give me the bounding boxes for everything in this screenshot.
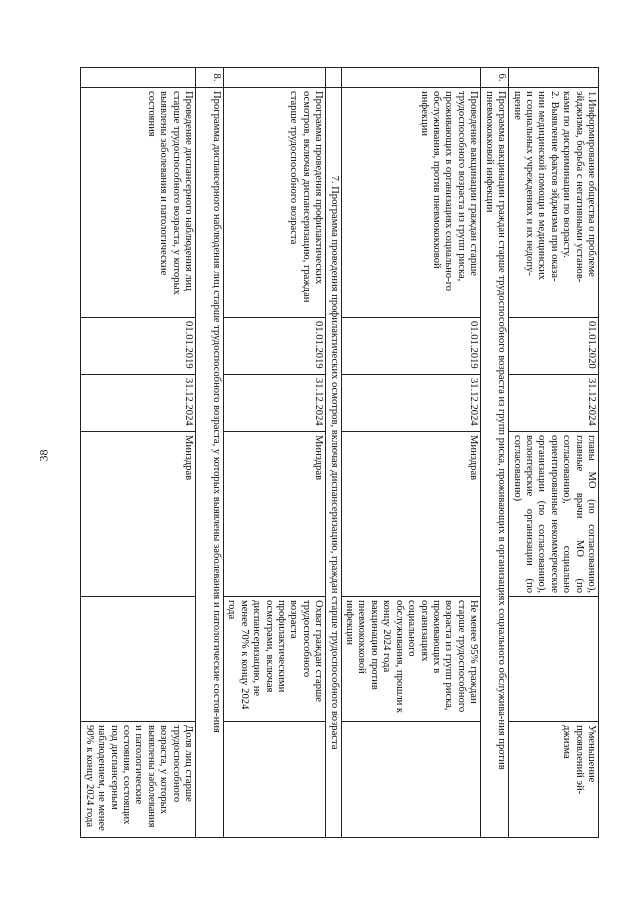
result-cell xyxy=(509,722,599,838)
section-heading-row-8 xyxy=(196,68,224,838)
section-title: Программа диспансерного наблюдения лиц старше трудоспособного возраста, у которых выявлены заболевания и патологические состоя-ния xyxy=(196,88,224,838)
task-line: и социальных учреждениях и их недопу- xyxy=(523,91,535,276)
section-number: 6. xyxy=(481,68,509,88)
start-date-cell: 01.01.2019 xyxy=(81,318,196,375)
section-heading-row-7 xyxy=(326,68,341,838)
section-number: 8. xyxy=(196,68,224,88)
responsible-cell: Минздрав xyxy=(224,432,326,597)
task-cell: Проведение вакцинации граждан старше трудоспособного возраста из групп риска, проживающих в организациях социально-го обслуживания, против пневмококковой инфекции xyxy=(341,88,480,318)
result-cell xyxy=(341,722,480,838)
row-number-cell xyxy=(509,68,599,88)
result-line: Уменьшение проявлений эй- xyxy=(573,725,597,795)
task-cell: Проведение диспансерного наблюдения лиц старше трудоспособного возраста, у которых выявлены заболевания и патологические состояния xyxy=(81,88,196,318)
task-line: ками по дискриминации по возрасту. xyxy=(561,91,573,258)
task-cell: Программа проведения профилактических осмотров, включая диспансеризацию, граждан старше трудоспособного возраста xyxy=(224,88,326,318)
rotated-table-container xyxy=(74,67,599,837)
end-date-cell: 31.12.2024 xyxy=(341,375,480,432)
end-date-cell: 31.12.2024 xyxy=(509,375,599,432)
action-plan-table xyxy=(80,67,599,838)
section-title: 7. Программа проведения профилактических осмотров, включая диспансеризацию, граждан старше трудоспособного возраста xyxy=(326,88,341,838)
start-date-cell: 01.01.2020 xyxy=(509,318,599,375)
task-cell xyxy=(509,88,599,318)
result-line: джизма xyxy=(561,725,573,759)
page-number: 38 xyxy=(36,449,51,462)
responsible-cell: Минздрав xyxy=(341,432,480,597)
section-title: Программа вакцинации граждан старше трудоспособного возраста из групп риска, проживающих в организациях социального обслужива-ния против пневмококковой инфекции xyxy=(481,88,509,838)
result-cell xyxy=(224,722,326,838)
row-number-cell xyxy=(81,68,196,88)
indicator-cell: Не менее 95% граждан старше трудоспособного возраста из групп риска, проживающих в организациях социального обслуживания, прошли к концу 2024 года вакцинацию против пневмококковой инфекции xyxy=(341,597,480,722)
section-number xyxy=(326,68,341,88)
task-line: 2. Выявление фактов эйджизма при оказа- xyxy=(548,91,560,282)
end-date-cell: 31.12.2024 xyxy=(224,375,326,432)
table-row-8 xyxy=(81,68,196,838)
row-number-cell xyxy=(341,68,480,88)
task-line: эйджизма, борьба с негативными установ- xyxy=(573,91,585,283)
start-date-cell: 01.01.2019 xyxy=(341,318,480,375)
responsible-cell: Минздрав xyxy=(81,432,196,597)
task-line: щение xyxy=(511,91,523,120)
task-line: нии медицинской помощи в медицинских xyxy=(536,91,548,280)
table-row-7 xyxy=(224,68,326,838)
section-heading-row-6 xyxy=(481,68,509,838)
row-number-cell xyxy=(224,68,326,88)
table-row-6 xyxy=(341,68,480,838)
end-date-cell: 31.12.2024 xyxy=(81,375,196,432)
indicator-cell xyxy=(509,597,599,722)
responsible-cell: главы МО (по согласованию), главные врачи МО (по согласованию), социально ориентированные некоммерческие организации (по согласованию), волонтерские организации (по согласованию) xyxy=(509,432,599,597)
start-date-cell: 01.01.2019 xyxy=(224,318,326,375)
indicator-cell xyxy=(81,597,196,722)
result-cell: Доля лиц старше трудоспособного возраста, у которых выявлены заболевания и патологические состояния, состоящих под диспансерным наблюдением, не менее 90% к концу 2024 года xyxy=(81,722,196,838)
indicator-cell: Охват граждан старше трудоспособного возраста профилактическими осмотрами, включая диспансеризацию, не менее 70% к концу 2024 года xyxy=(224,597,326,722)
table-row-prev xyxy=(509,68,599,838)
task-line: 1.Информирование общества о проблеме xyxy=(586,91,597,277)
